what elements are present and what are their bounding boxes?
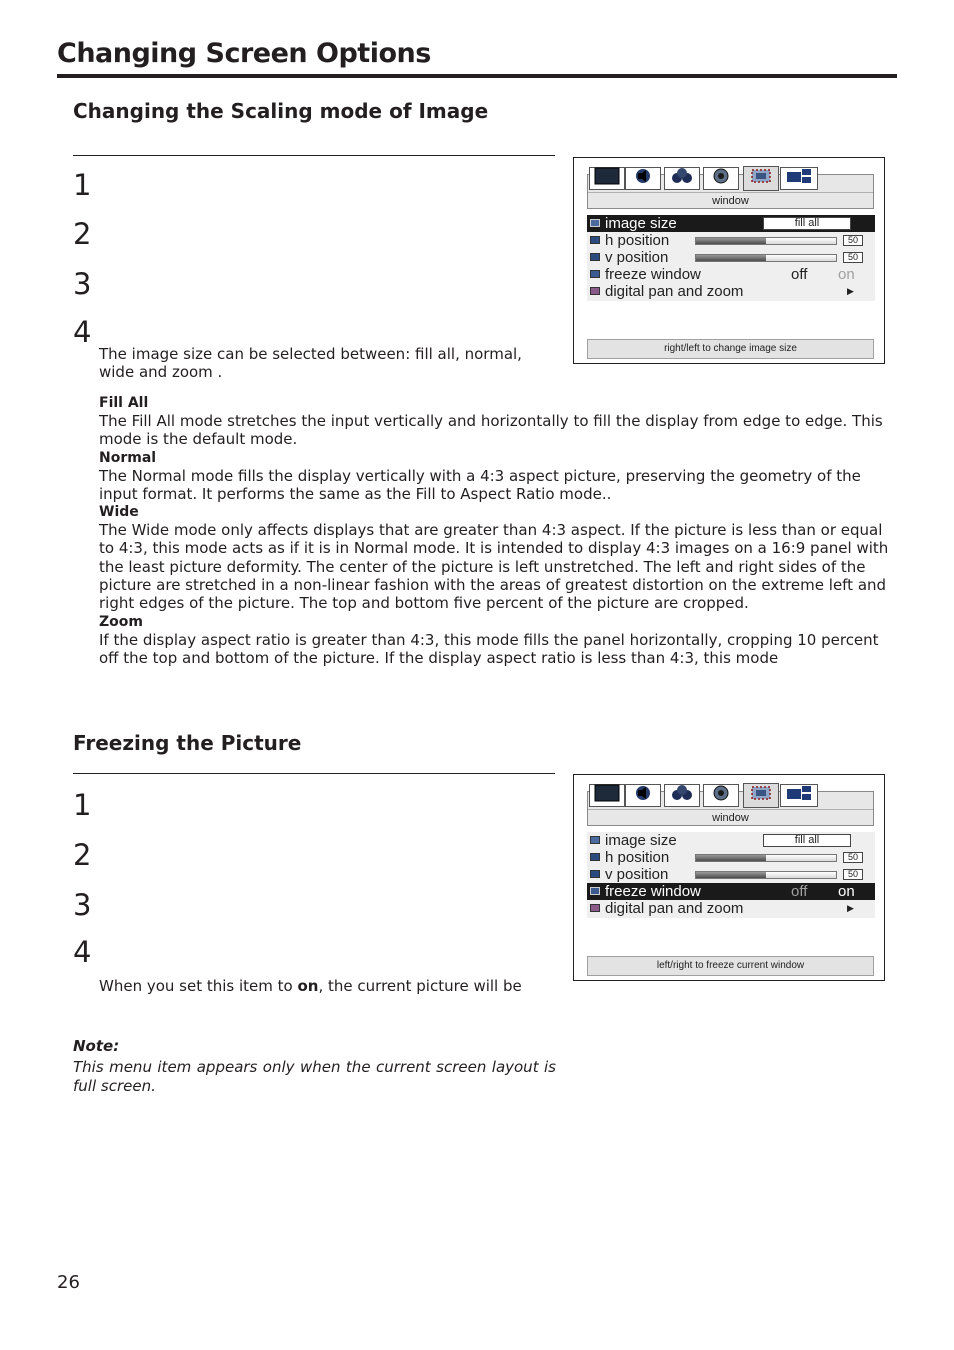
window-settings-icon <box>748 166 774 191</box>
osd-row-v-position[interactable] <box>587 866 875 883</box>
slider-fill <box>696 872 766 878</box>
osd-row-label: freeze window <box>605 883 701 900</box>
image-size-value[interactable]: fill all <box>763 217 851 230</box>
window-settings-icon <box>748 783 774 808</box>
speaker-icon <box>634 167 652 190</box>
osd-row-h-position[interactable] <box>587 232 875 249</box>
osd-tab[interactable] <box>780 167 818 190</box>
menu-item-icon <box>590 287 600 295</box>
desc-zoom: If the display aspect ratio is greater than 4:3, this mode fills the panel horizontally, cropping 10 percent off the top and bottom of the picture. If the display aspect ratio is less than 4:3, this mode <box>99 630 879 667</box>
osd-menu-image-size <box>573 157 885 364</box>
multi-window-icon <box>786 784 812 807</box>
submenu-arrow-icon: ▶ <box>847 286 854 296</box>
color-dots-icon <box>670 784 694 807</box>
step-number: 3 <box>73 888 92 922</box>
osd-row-digital-pan-zoom[interactable] <box>587 900 875 917</box>
osd-row-label: h position <box>605 849 670 866</box>
osd-tab[interactable] <box>743 783 779 808</box>
page-number: 26 <box>57 1272 80 1293</box>
step-number: 1 <box>73 788 92 822</box>
osd-menu-list <box>587 215 875 301</box>
desc-normal: The Normal mode fills the display vertically with a 4:3 aspect picture, preserving the geometry of the input format. It performs the same as the Fill to Aspect Ratio mode.. <box>99 466 861 503</box>
v-position-slider[interactable] <box>695 254 837 262</box>
osd-tab[interactable] <box>743 166 779 191</box>
h-position-value: 50 <box>843 235 863 246</box>
section-rule-freeze <box>73 773 555 774</box>
menu-item-icon <box>590 236 600 244</box>
h-position-slider[interactable] <box>695 854 837 862</box>
desc-fill-all: The Fill All mode stretches the input vertically and horizontally to fill the display from edge to edge. This mode is the default mode. <box>99 412 883 449</box>
freeze-text-before: When you set this item to <box>99 977 298 995</box>
freeze-description <box>99 977 559 995</box>
osd-row-h-position[interactable] <box>587 849 875 866</box>
osd-row-image-size[interactable] <box>587 215 875 232</box>
freeze-option-off[interactable]: off <box>791 883 808 900</box>
note-label: Note: <box>73 1037 120 1055</box>
osd-row-label: freeze window <box>605 266 701 283</box>
desc-wide: The Wide mode only affects displays that are greater than 4:3 aspect. If the picture is less than or equal to 4:3, this mode acts as if it is in Normal mode. It is intended to display 4:3 images on a 16:9 panel with the least picture deformity. The center of the picture is left unstretched. The left and right sides of the picture are stretched in a non-linear fashion with the areas of greatest distortion on the extreme left and right edges of the picture. The top and bottom five percent of the picture are cropped. <box>99 521 889 613</box>
term-wide: Wide <box>99 504 139 521</box>
speaker-icon <box>634 784 652 807</box>
globe-icon <box>712 167 730 190</box>
osd-row-label: image size <box>605 832 677 849</box>
osd-tab[interactable] <box>625 784 661 807</box>
v-position-value: 50 <box>843 869 863 880</box>
menu-item-icon <box>590 836 600 844</box>
step-number: 2 <box>73 217 92 251</box>
multi-window-icon <box>786 167 812 190</box>
osd-status-hint: right/left to change image size <box>587 339 874 359</box>
osd-row-label: v position <box>605 866 669 883</box>
osd-row-digital-pan-zoom[interactable] <box>587 283 875 300</box>
h-position-slider[interactable] <box>695 237 837 245</box>
osd-tab[interactable] <box>664 167 700 190</box>
freeze-option-off[interactable]: off <box>791 266 808 283</box>
osd-tab-label: window <box>712 195 749 207</box>
menu-item-icon <box>590 904 600 912</box>
section-rule-scaling <box>73 155 555 156</box>
osd-tab[interactable] <box>664 784 700 807</box>
osd-menu-freeze-window <box>573 774 885 981</box>
slider-fill <box>696 255 766 261</box>
scaling-mode-descriptions <box>99 394 889 667</box>
term-fill-all: Fill All <box>99 395 149 411</box>
globe-icon <box>712 784 730 807</box>
freeze-option-on[interactable]: on <box>838 883 855 900</box>
osd-row-label: v position <box>605 249 669 266</box>
step-number: 3 <box>73 267 92 301</box>
monitor-icon <box>594 167 620 190</box>
page-title: Changing Screen Options <box>57 38 431 69</box>
osd-row-image-size[interactable] <box>587 832 875 849</box>
osd-tab[interactable] <box>625 167 661 190</box>
menu-item-icon <box>590 270 600 278</box>
osd-row-freeze-window[interactable] <box>587 883 875 900</box>
step-number: 1 <box>73 168 92 202</box>
osd-tab[interactable] <box>589 784 625 807</box>
osd-tab-divider <box>588 809 873 810</box>
step-number: 4 <box>73 935 92 969</box>
osd-row-label: digital pan and zoom <box>605 283 744 300</box>
scaling-intro-text: The image size can be selected between: fill all, normal, wide and zoom . <box>99 345 522 382</box>
osd-tab-label: window <box>712 812 749 824</box>
osd-tab[interactable] <box>703 167 739 190</box>
osd-row-freeze-window[interactable] <box>587 266 875 283</box>
menu-item-icon <box>590 887 600 895</box>
osd-row-label: h position <box>605 232 670 249</box>
osd-row-label: digital pan and zoom <box>605 900 744 917</box>
step-number: 4 <box>73 315 92 349</box>
osd-tab-bar <box>587 174 874 209</box>
osd-row-v-position[interactable] <box>587 249 875 266</box>
title-rule <box>57 74 897 78</box>
v-position-value: 50 <box>843 252 863 263</box>
section-heading-freeze: Freezing the Picture <box>73 731 302 755</box>
osd-menu-list <box>587 832 875 918</box>
osd-tab-divider <box>588 192 873 193</box>
term-normal: Normal <box>99 449 157 466</box>
menu-item-icon <box>590 253 600 261</box>
freeze-option-on[interactable]: on <box>838 266 855 283</box>
term-zoom: Zoom <box>99 613 143 630</box>
color-dots-icon <box>670 167 694 190</box>
step-number: 2 <box>73 838 92 872</box>
freeze-text-after: , the current picture will be <box>318 977 522 995</box>
menu-item-icon <box>590 870 600 878</box>
monitor-icon <box>594 784 620 807</box>
osd-tab[interactable] <box>589 167 625 190</box>
v-position-slider[interactable] <box>695 871 837 879</box>
submenu-arrow-icon: ▶ <box>847 903 854 913</box>
osd-row-label: image size <box>605 215 677 232</box>
osd-status-hint: left/right to freeze current window <box>587 956 874 976</box>
osd-tab-bar <box>587 791 874 826</box>
osd-tab[interactable] <box>780 784 818 807</box>
image-size-value[interactable]: fill all <box>763 834 851 847</box>
menu-item-icon <box>590 219 600 227</box>
h-position-value: 50 <box>843 852 863 863</box>
note-text: This menu item appears only when the current screen layout is full screen. <box>73 1058 556 1095</box>
slider-fill <box>696 238 766 244</box>
freeze-text-on: on <box>297 977 319 995</box>
menu-item-icon <box>590 853 600 861</box>
osd-tab[interactable] <box>703 784 739 807</box>
slider-fill <box>696 855 766 861</box>
section-heading-scaling: Changing the Scaling mode of Image <box>73 99 489 123</box>
